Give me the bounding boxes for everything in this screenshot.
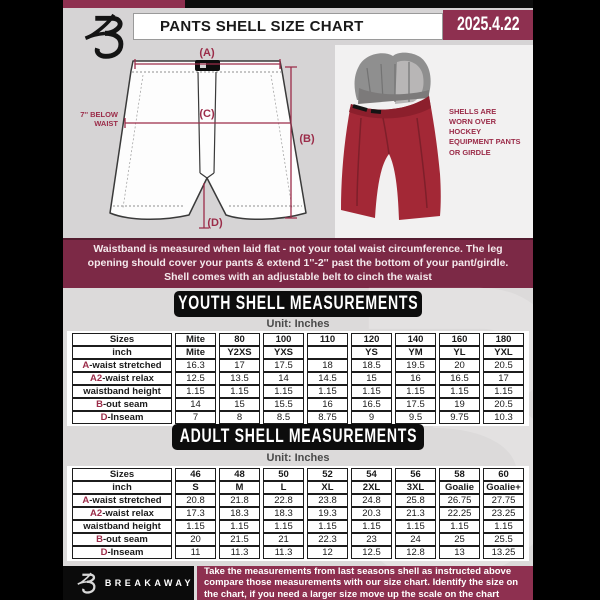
table-cell: 11 [175, 546, 216, 559]
table-cell: 22.8 [263, 494, 304, 507]
table-cell: 1.15 [263, 385, 304, 398]
waist-note-line1: 7'' BELOW [80, 110, 118, 119]
table-cell: YM [395, 346, 436, 359]
row-label: inch [72, 481, 172, 494]
table-row [72, 333, 524, 346]
table-cell: 1.15 [307, 520, 348, 533]
row-label: D-Inseam [72, 546, 172, 559]
table-cell: 54 [351, 468, 392, 481]
table-cell: 1.15 [175, 385, 216, 398]
table-cell: 13.5 [219, 372, 260, 385]
adult-unit-label: Unit: Inches [266, 452, 330, 464]
table-cell: 17.5 [263, 359, 304, 372]
table-cell: YS [351, 346, 392, 359]
youth-heading-text: YOUTH SHELL MEASUREMENTS [177, 293, 419, 314]
row-label: D-Inseam [72, 411, 172, 424]
table-cell: 7 [175, 411, 216, 424]
table-cell: 23.8 [307, 494, 348, 507]
footer-logo-icon [77, 572, 97, 594]
table-cell: 26.75 [439, 494, 480, 507]
table-row [72, 372, 524, 385]
table-cell: 3XL [395, 481, 436, 494]
table-cell: 50 [263, 468, 304, 481]
table-cell: Mite [175, 333, 216, 346]
table-cell: 22.3 [307, 533, 348, 546]
table-cell: 17 [483, 372, 524, 385]
adult-heading-text: ADULT SHELL MEASUREMENTS [179, 426, 417, 447]
table-cell: 23 [351, 533, 392, 546]
table-cell: 12.8 [395, 546, 436, 559]
table-cell: YL [439, 346, 480, 359]
table-cell: 1.15 [351, 385, 392, 398]
table-cell: 1.15 [219, 385, 260, 398]
table-cell: 18.3 [263, 507, 304, 520]
diagram-panel [63, 45, 533, 238]
top-strip-maroon [63, 0, 185, 8]
row-label: B-out seam [72, 533, 172, 546]
table-cell: 21.5 [219, 533, 260, 546]
table-cell: 1.15 [175, 520, 216, 533]
adult-section-heading [172, 424, 424, 450]
table-row [72, 398, 524, 411]
shorts-outline [110, 61, 306, 219]
table-row [72, 494, 524, 507]
table-cell: 80 [219, 333, 260, 346]
footer-brand-bar [63, 566, 194, 600]
table-cell: 23.25 [483, 507, 524, 520]
shell-caption: SHELLS ARE WORN OVER HOCKEY EQUIPMENT PANTS OR GIRDLE [449, 107, 521, 157]
table-cell: 14 [263, 372, 304, 385]
table-cell: 10.3 [483, 411, 524, 424]
table-cell: 17.3 [175, 507, 216, 520]
label-a: (A) [199, 47, 215, 59]
footer-note-box [197, 566, 533, 600]
table-cell: 21.8 [219, 494, 260, 507]
table-cell: 14 [175, 398, 216, 411]
table-row [72, 468, 524, 481]
table-cell: S [175, 481, 216, 494]
table-cell: 20.3 [351, 507, 392, 520]
table-cell: Mite [175, 346, 216, 359]
table-cell [307, 346, 348, 359]
table-cell: 1.15 [307, 385, 348, 398]
table-row [72, 546, 524, 559]
table-row [72, 411, 524, 424]
table-cell: M [219, 481, 260, 494]
table-cell: 58 [439, 468, 480, 481]
header [63, 8, 533, 45]
belt-buckle [195, 60, 220, 71]
table-cell: 20.5 [483, 359, 524, 372]
table-cell: 16.5 [351, 398, 392, 411]
table-cell: L [263, 481, 304, 494]
table-cell: 17 [219, 359, 260, 372]
table-cell: Goalie [439, 481, 480, 494]
table-cell: 16.3 [175, 359, 216, 372]
table-cell: 24 [395, 533, 436, 546]
table-cell: 9.75 [439, 411, 480, 424]
table-cell: 13.25 [483, 546, 524, 559]
youth-table [69, 333, 527, 424]
table-cell: Goalie+ [483, 481, 524, 494]
table-cell: 20.8 [175, 494, 216, 507]
table-cell: 180 [483, 333, 524, 346]
adult-table [69, 468, 527, 559]
table-cell: 17.5 [395, 398, 436, 411]
table-cell: 1.15 [395, 385, 436, 398]
table-cell: 1.15 [395, 520, 436, 533]
youth-table-container [67, 331, 529, 426]
table-cell: 18 [307, 359, 348, 372]
table-cell: 25.8 [395, 494, 436, 507]
table-cell: 120 [351, 333, 392, 346]
table-cell: 1.15 [483, 520, 524, 533]
row-label: B-out seam [72, 398, 172, 411]
label-c: (C) [199, 108, 215, 120]
table-cell: 12 [307, 546, 348, 559]
table-cell: 9 [351, 411, 392, 424]
table-cell: 1.15 [483, 385, 524, 398]
table-cell: 11.3 [219, 546, 260, 559]
table-cell: 52 [307, 468, 348, 481]
table-cell: 19.5 [395, 359, 436, 372]
table-cell: 18.5 [351, 359, 392, 372]
table-cell: 1.15 [439, 520, 480, 533]
table-cell: 27.75 [483, 494, 524, 507]
table-cell: 21 [263, 533, 304, 546]
table-row [72, 533, 524, 546]
row-label: A-waist stretched [72, 494, 172, 507]
table-cell: 25.5 [483, 533, 524, 546]
breakaway-logo-icon [83, 13, 127, 59]
table-cell: 19.3 [307, 507, 348, 520]
table-cell: 1.15 [263, 520, 304, 533]
table-cell: 15 [219, 398, 260, 411]
table-cell: 16 [307, 398, 348, 411]
table-row [72, 481, 524, 494]
table-cell: 8.75 [307, 411, 348, 424]
table-cell: 20 [439, 359, 480, 372]
row-label: Sizes [72, 333, 172, 346]
date-text: 2025.4.22 [456, 14, 520, 35]
table-cell: 56 [395, 468, 436, 481]
table-cell: 16 [395, 372, 436, 385]
date-badge [443, 10, 533, 40]
table-cell: 60 [483, 468, 524, 481]
youth-section-heading [174, 291, 422, 317]
table-cell: 8 [219, 411, 260, 424]
shell-photo-panel [335, 45, 533, 238]
row-label: Sizes [72, 468, 172, 481]
table-cell: 8.5 [263, 411, 304, 424]
row-label: A2-waist relax [72, 372, 172, 385]
table-cell: 1.15 [439, 385, 480, 398]
table-cell: 12.5 [351, 546, 392, 559]
table-cell: Y2XS [219, 346, 260, 359]
table-cell: 1.15 [219, 520, 260, 533]
table-cell: 20.5 [483, 398, 524, 411]
table-row [72, 346, 524, 359]
table-cell: 48 [219, 468, 260, 481]
table-cell: 12.5 [175, 372, 216, 385]
table-cell: 1.15 [351, 520, 392, 533]
info-banner-text: Waistband is measured when laid flat - not your total waist circumference. The leg opening should cover your pants & extend 1''-2'' past the bottom of your pant/girdle. Shell comes with an adjustable belt to cinch the waist [87, 243, 509, 283]
page-title: PANTS SHELL SIZE CHART [160, 18, 364, 35]
table-cell: XL [307, 481, 348, 494]
title-box [133, 13, 443, 40]
footer-note-text: Take the measurements from last seasons shell as instructed above compare those measurements with our size chart. Identify the size on the chart, if you need a larger size move up the scale on the chart [204, 565, 519, 600]
table-cell: 16.5 [439, 372, 480, 385]
table-cell: 2XL [351, 481, 392, 494]
row-label: A-waist stretched [72, 359, 172, 372]
row-label: inch [72, 346, 172, 359]
row-label: waistband height [72, 520, 172, 533]
table-row [72, 507, 524, 520]
table-cell: 22.25 [439, 507, 480, 520]
table-cell: 14.5 [307, 372, 348, 385]
table-cell: 46 [175, 468, 216, 481]
table-cell: 100 [263, 333, 304, 346]
youth-unit-label: Unit: Inches [266, 318, 330, 330]
table-cell: 11.3 [263, 546, 304, 559]
waist-note-line2: WAIST [94, 119, 118, 128]
table-cell: 21.3 [395, 507, 436, 520]
row-label: A2-waist relax [72, 507, 172, 520]
table-row [72, 385, 524, 398]
table-cell: 15.5 [263, 398, 304, 411]
table-cell: YXL [483, 346, 524, 359]
table-cell: 160 [439, 333, 480, 346]
label-d: (D) [207, 217, 223, 229]
table-cell: 20 [175, 533, 216, 546]
footer-brand-text: BREAKAWAY [104, 578, 194, 588]
table-cell: 140 [395, 333, 436, 346]
table-cell: 18.3 [219, 507, 260, 520]
table-row [72, 520, 524, 533]
table-cell: 110 [307, 333, 348, 346]
table-cell: 9.5 [395, 411, 436, 424]
shorts-measurement-diagram [63, 45, 353, 238]
table-cell: 13 [439, 546, 480, 559]
adult-table-container [67, 466, 529, 561]
shell-photo [337, 48, 452, 238]
table-cell: 19 [439, 398, 480, 411]
table-cell: 15 [351, 372, 392, 385]
page [63, 0, 533, 600]
table-cell: YXS [263, 346, 304, 359]
top-strip-black [185, 0, 533, 8]
row-label: waistband height [72, 385, 172, 398]
label-b: (B) [299, 133, 315, 145]
table-row [72, 359, 524, 372]
table-cell: 25 [439, 533, 480, 546]
table-cell: 24.8 [351, 494, 392, 507]
